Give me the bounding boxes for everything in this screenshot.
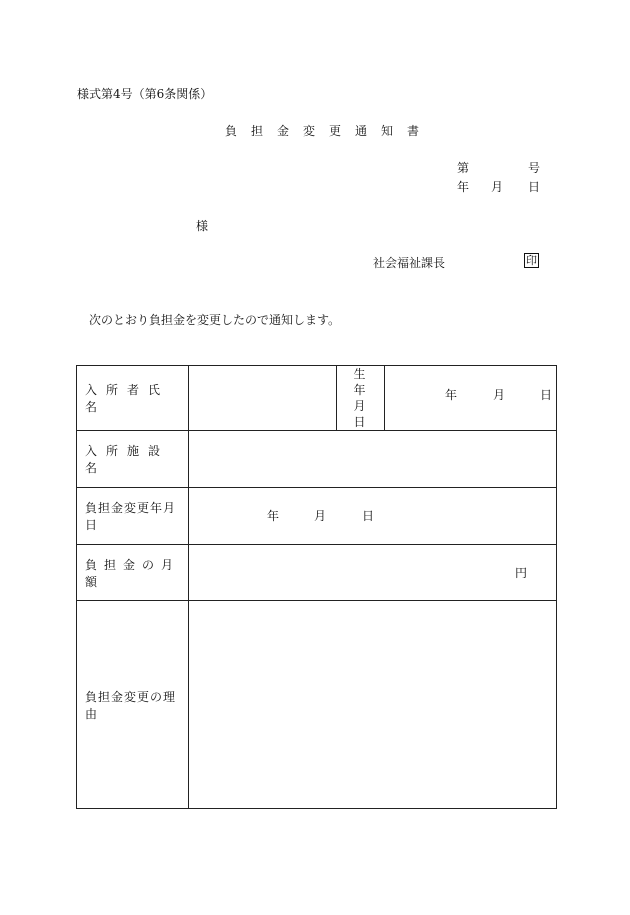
change-year-unit: 年 — [267, 509, 280, 523]
change-day-unit: 日 — [362, 509, 375, 523]
issue-date-year: 年 — [457, 180, 470, 194]
change-reason-field[interactable] — [189, 601, 557, 809]
table-row — [77, 366, 557, 431]
table-row — [77, 488, 557, 545]
number-prefix: 第 — [457, 161, 470, 175]
resident-name-label: 入所者氏名 — [77, 366, 189, 431]
seal-mark: 印 — [526, 254, 537, 267]
document-title: 負担金変更通知書 — [225, 124, 434, 138]
issue-date-month: 月 — [491, 180, 504, 194]
birth-month-unit: 月 — [493, 388, 506, 402]
addressee-suffix: 様 — [196, 219, 209, 233]
issue-date-day: 日 — [528, 180, 541, 194]
monthly-amount-label: 負担金の月額 — [77, 545, 189, 601]
change-date-label: 負担金変更年月日 — [77, 488, 189, 545]
table-row — [77, 431, 557, 488]
yen-unit: 円 — [515, 566, 528, 580]
change-month-unit: 月 — [314, 509, 327, 523]
number-suffix: 号 — [528, 161, 541, 175]
birth-date-label: 生年 月日 — [337, 366, 385, 431]
birth-day-unit: 日 — [540, 388, 553, 402]
change-date-field[interactable] — [189, 488, 557, 545]
notice-text: 次のとおり負担金を変更したので通知します。 — [89, 313, 341, 327]
change-reason-label: 負担金変更の理由 — [77, 601, 189, 809]
table-row — [77, 601, 557, 809]
monthly-amount-field[interactable] — [189, 545, 557, 601]
facility-name-field[interactable] — [189, 431, 557, 488]
table-row — [77, 545, 557, 601]
birth-date-field[interactable] — [385, 366, 557, 431]
birth-year-unit: 年 — [445, 388, 458, 402]
facility-name-label: 入所施設名 — [77, 431, 189, 488]
notice-form-table — [76, 365, 557, 809]
issuer-title: 社会福祉課長 — [373, 256, 446, 270]
resident-name-field[interactable] — [189, 366, 337, 431]
form-number: 様式第4号（第6条関係） — [77, 87, 213, 101]
